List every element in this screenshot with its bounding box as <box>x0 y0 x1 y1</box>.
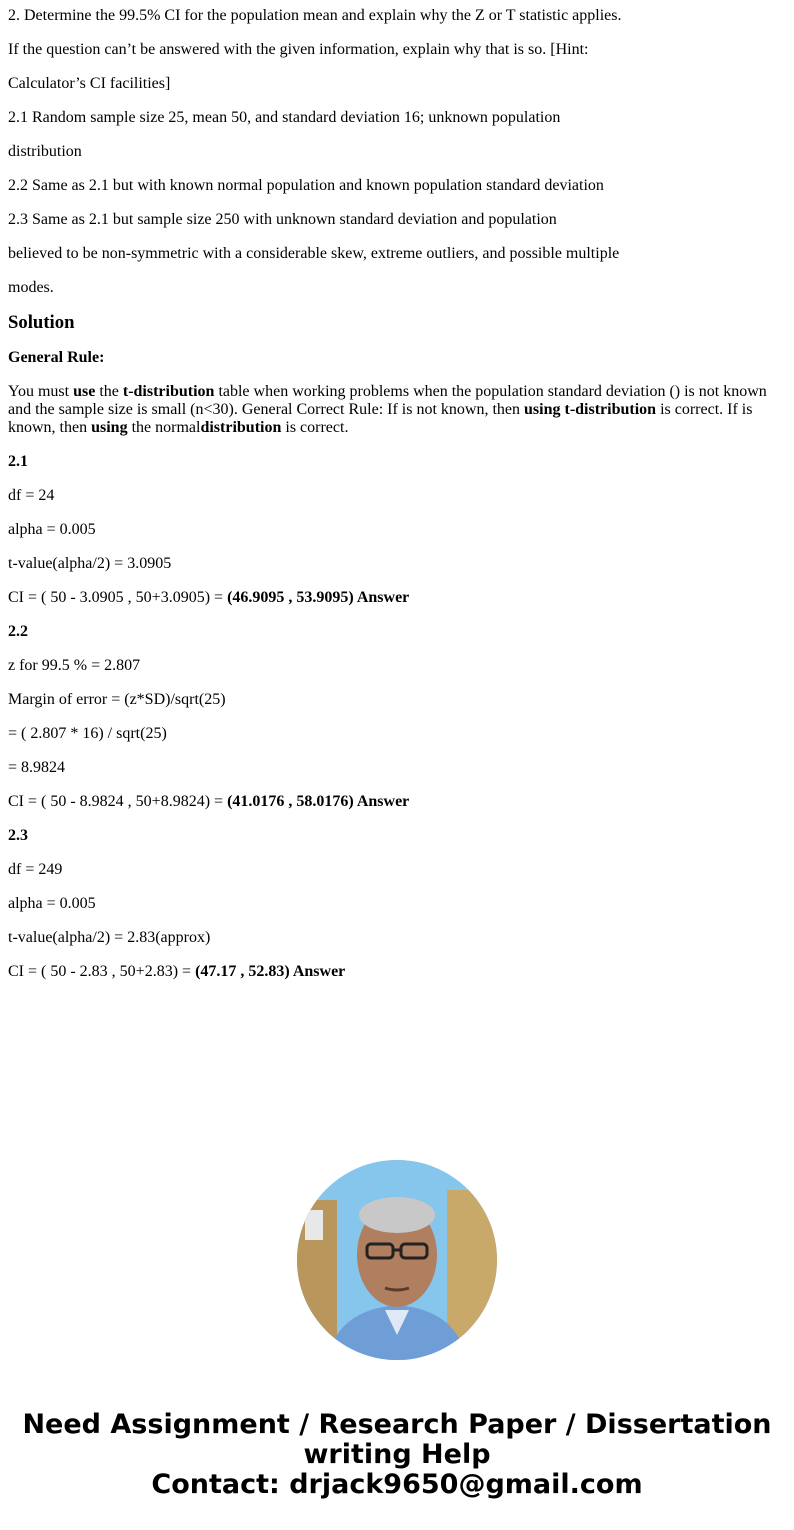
solution-line: = 8.9824 <box>8 759 66 776</box>
question-line: distribution <box>8 143 82 160</box>
question-line: 2. Determine the 99.5% CI for the population mean and explain why the Z or T statistic applies. <box>8 7 622 24</box>
footer-banner <box>0 1410 794 1500</box>
author-avatar <box>297 1160 497 1360</box>
solution-line: t-value(alpha/2) = 3.0905 <box>8 555 172 572</box>
ci-line: CI = ( 50 - 8.9824 , 50+8.9824) = (41.0176 , 58.0176) Answer <box>8 793 410 810</box>
question-line: 2.3 Same as 2.1 but sample size 250 with unknown standard deviation and population <box>8 211 557 228</box>
author-photo-icon <box>297 1160 497 1360</box>
part-label: 2.2 <box>8 623 28 640</box>
solution-line: Margin of error = (z*SD)/sqrt(25) <box>8 691 226 708</box>
question-line: 2.1 Random sample size 25, mean 50, and standard deviation 16; unknown population <box>8 109 561 126</box>
part-label: 2.1 <box>8 453 28 470</box>
solution-line: df = 24 <box>8 487 55 504</box>
solution-line: alpha = 0.005 <box>8 895 96 912</box>
ci-line: CI = ( 50 - 2.83 , 50+2.83) = (47.17 , 52.83) Answer <box>8 963 346 980</box>
footer-line: Need Assignment / Research Paper / Dissertation <box>22 1409 772 1440</box>
footer-line: writing Help <box>303 1439 491 1470</box>
ci-line: CI = ( 50 - 3.0905 , 50+3.0905) = (46.9095 , 53.9095) Answer <box>8 589 410 606</box>
solution-line: t-value(alpha/2) = 2.83(approx) <box>8 929 211 946</box>
question-line: Calculator’s CI facilities] <box>8 75 171 92</box>
document-body <box>0 7 794 981</box>
question-block <box>8 7 786 297</box>
solution-line: z for 99.5 % = 2.807 <box>8 657 141 674</box>
general-rule-label: General Rule: <box>8 349 105 366</box>
question-line: believed to be non-symmetric with a considerable skew, extreme outliers, and possible multiple <box>8 245 620 262</box>
solution-line: alpha = 0.005 <box>8 521 96 538</box>
solution-line: df = 249 <box>8 861 63 878</box>
solution-heading: Solution <box>8 312 75 333</box>
part-label: 2.3 <box>8 827 28 844</box>
question-line: If the question can’t be answered with the given information, explain why that is so. [Hint: <box>8 41 589 58</box>
general-rule-text: You must use the t-distribution table when working problems when the population standard deviation () is not known and the sample size is small (n<30). General Correct Rule: If is not known, then using t-distribution is correct. If is known, then using the normaldistribution is correct. <box>8 383 767 436</box>
question-line: modes. <box>8 279 54 296</box>
solution-block <box>8 313 786 981</box>
footer-contact: Contact: drjack9650@gmail.com <box>151 1469 643 1500</box>
question-line: 2.2 Same as 2.1 but with known normal population and known population standard deviation <box>8 177 604 194</box>
solution-line: = ( 2.807 * 16) / sqrt(25) <box>8 725 167 742</box>
